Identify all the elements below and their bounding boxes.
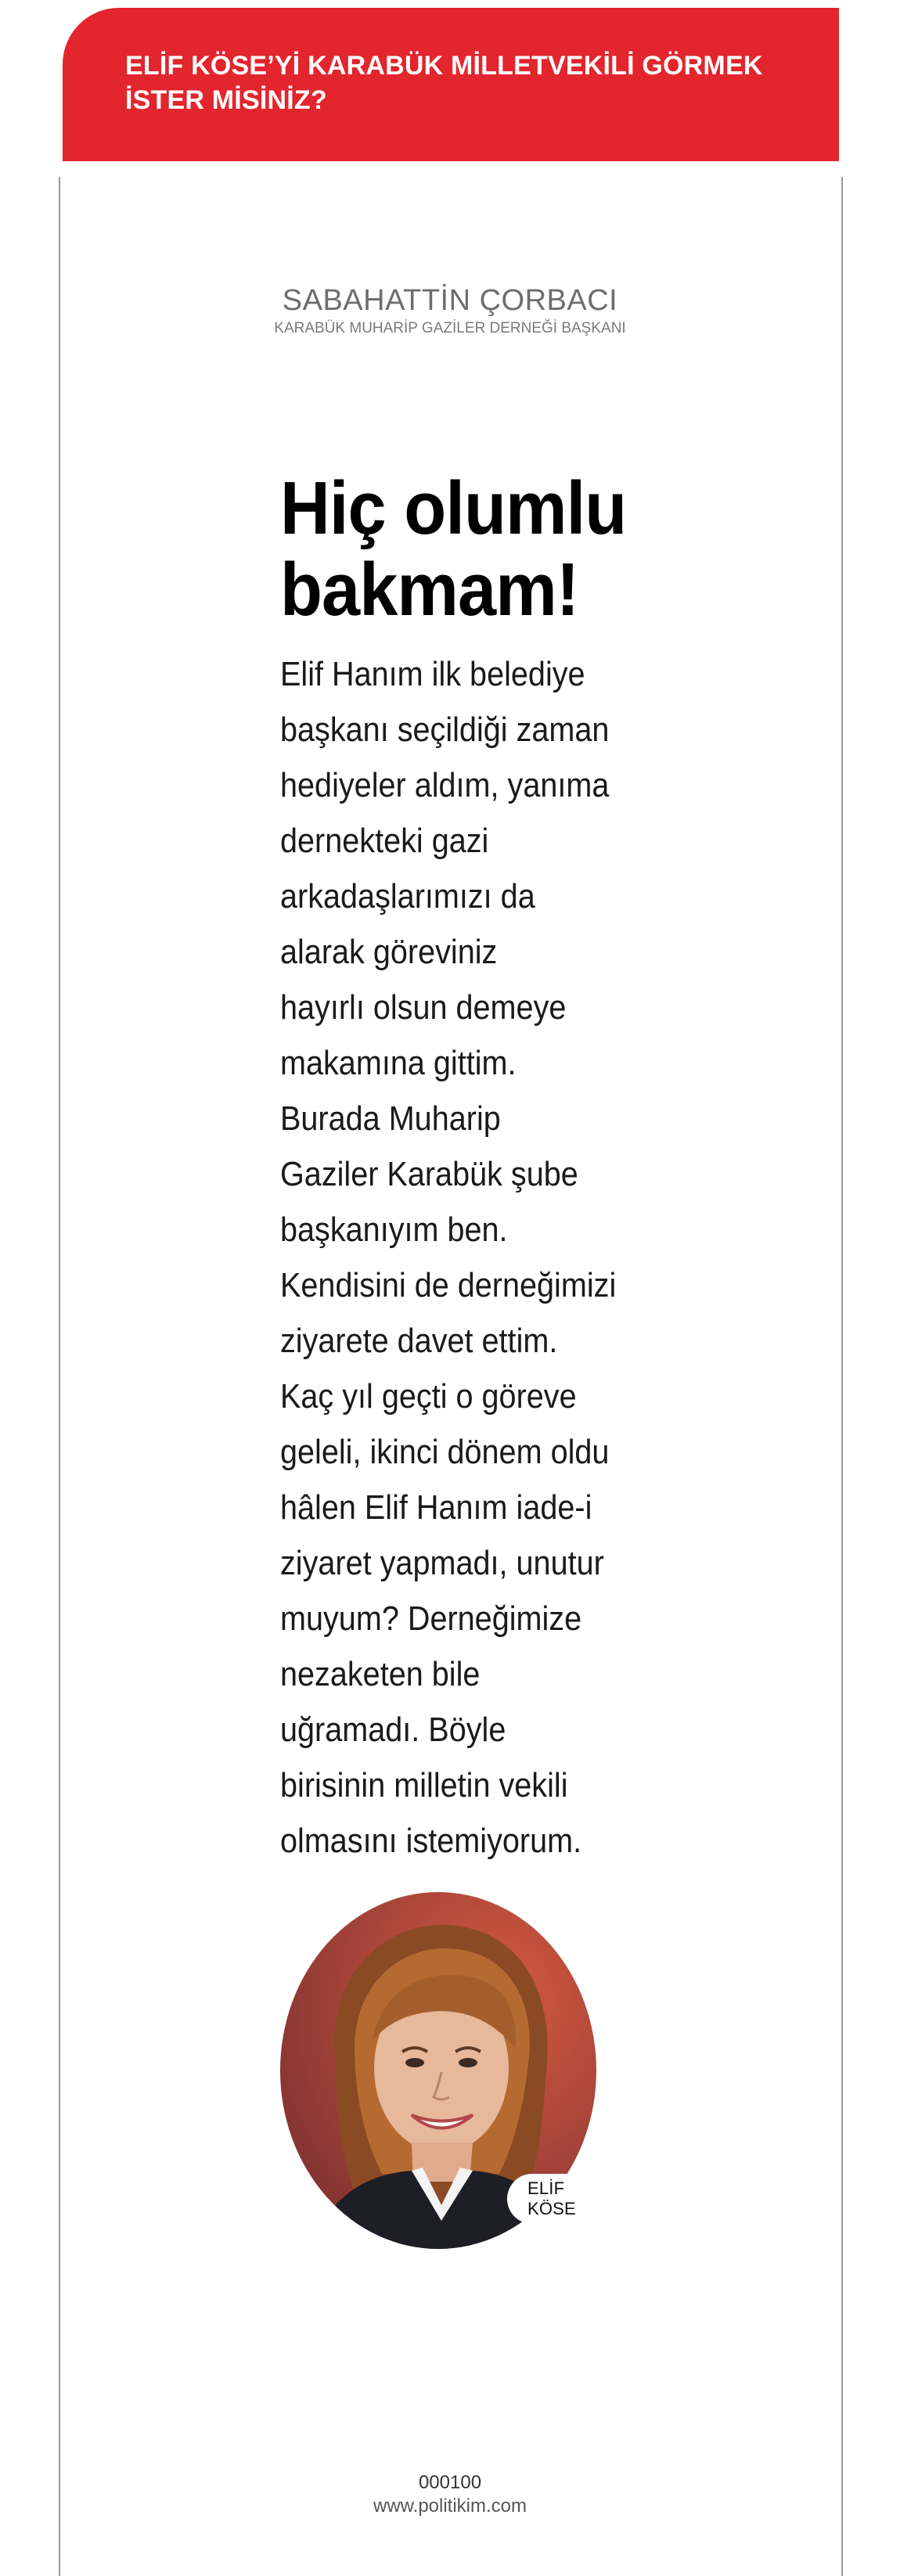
footer [0,2471,900,2518]
article-body: Elif Hanım ilk belediye başkanı seçildiği zaman hediyeler aldım, yanıma dernekteki gazi arkadaşlarımızı da alarak göreviniz hayırlı olsun demeye makamına gittim. Burada Muharip Gaziler Karabük şube başkanıyım ben. Kendisini de derneğimizi ziyarete davet ettim. Kaç yıl geçti o göreve geleli, ikinci dönem oldu hâlen Elif Hanım iade-i ziyaret yapmadı, unutur muyum? Derneğimize nezaketen bile uğramadı. Böyle birisinin milletin vekili olmasını istemiyorum. [280,655,617,1860]
header-banner [63,8,839,161]
footer-url-link[interactable]: www.politikim.com [373,2495,527,2517]
footer-code: 000100 [418,2472,482,2493]
author-title: KARABÜK MUHARİP GAZİLER DERNEĞİ BAŞKANI [274,320,626,336]
left-frame-line [59,177,60,2576]
portrait-caption-text: ELİF KÖSE [527,2178,576,2218]
portrait-block [280,1892,596,2249]
banner-title: ELİF KÖSE’Yİ KARABÜK MİLLETVEKİLİ GÖRMEK İSTER MİSİNİZ? [125,51,763,115]
author-name: SABAHATTİN ÇORBACI [282,284,618,317]
right-frame-line [841,177,843,2576]
author-block [0,283,900,338]
article-headline: Hiç olumlu bakmam! [280,466,627,631]
portrait-caption [507,2174,596,2224]
